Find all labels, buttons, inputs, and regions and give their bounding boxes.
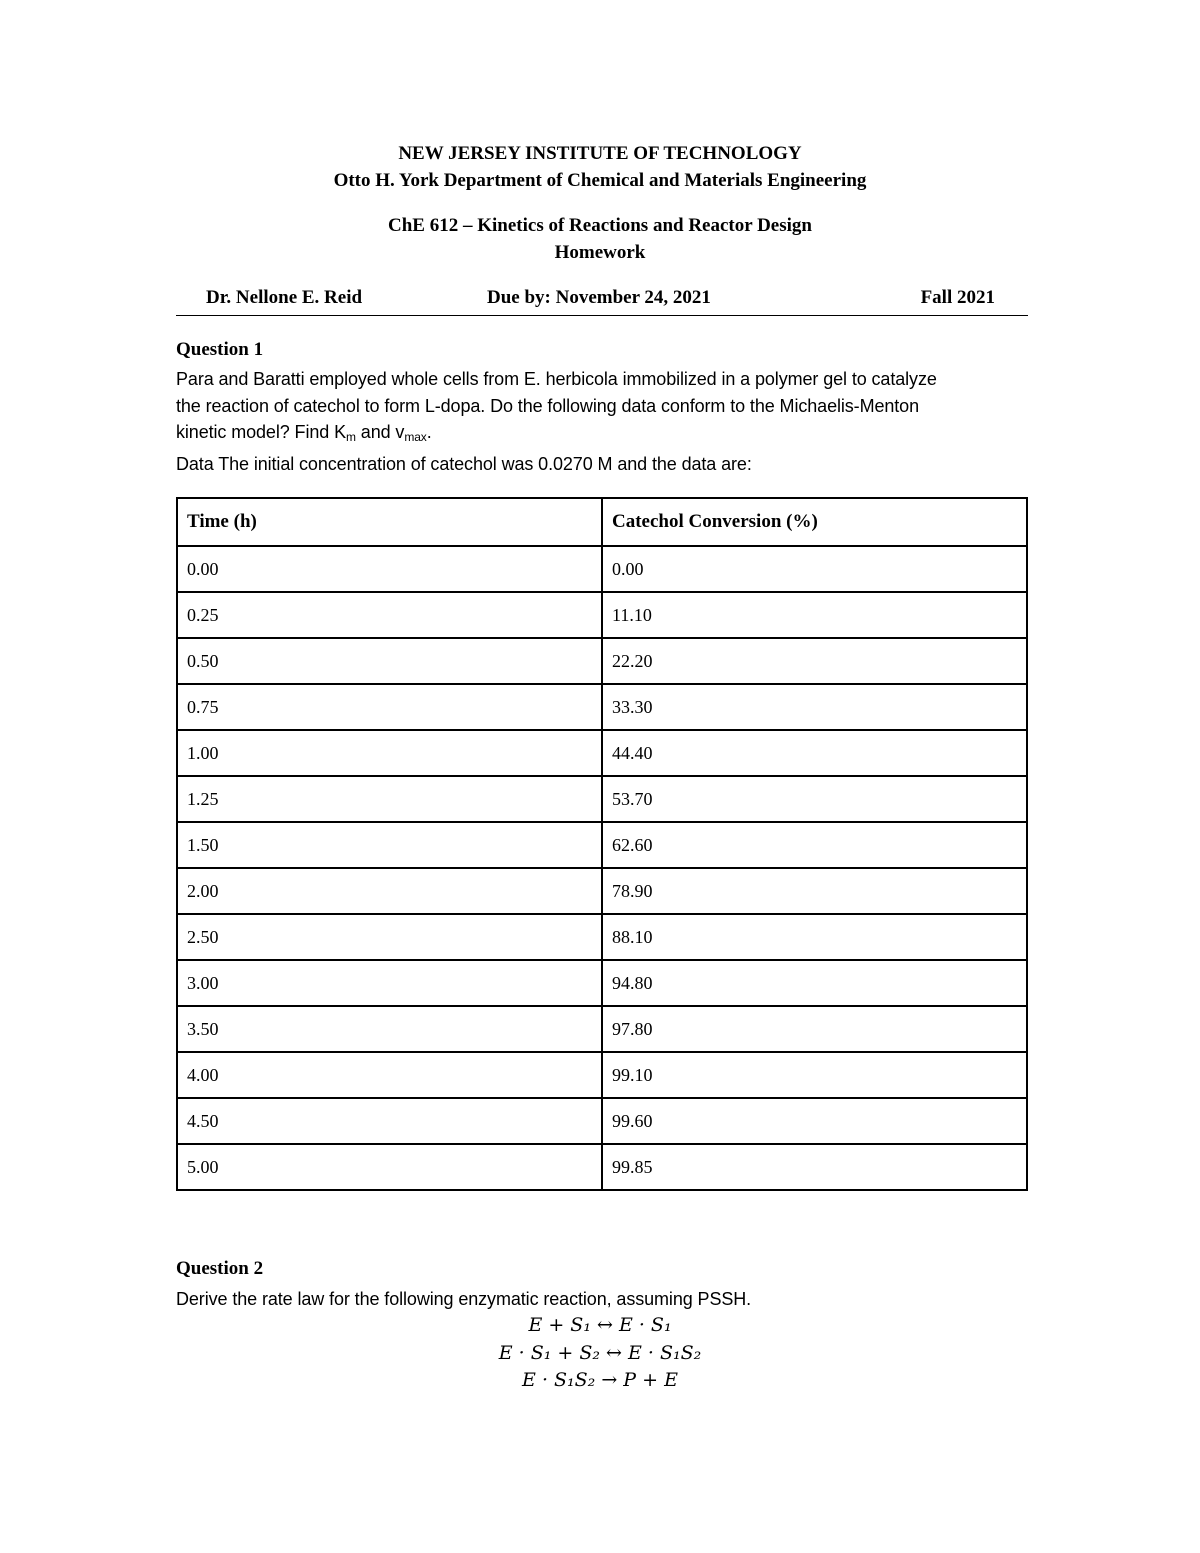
conversion-cell: 88.10 xyxy=(602,914,1027,960)
table-row xyxy=(177,822,1027,868)
time-cell: 0.25 xyxy=(177,592,602,638)
equation-1: E + S₁ ↔ E · S₁ xyxy=(528,1314,672,1336)
question-2-title: Question 2 xyxy=(176,1258,264,1279)
institution-title: NEW JERSEY INSTITUTE OF TECHNOLOGY xyxy=(398,143,802,164)
time-cell: 2.50 xyxy=(177,914,602,960)
table-row xyxy=(177,1098,1027,1144)
table-row xyxy=(177,638,1027,684)
conversion-cell: 99.85 xyxy=(602,1144,1027,1190)
conversion-cell: 97.80 xyxy=(602,1006,1027,1052)
table-row xyxy=(177,730,1027,776)
time-cell: 0.50 xyxy=(177,638,602,684)
time-cell: 1.00 xyxy=(177,730,602,776)
time-cell: 4.50 xyxy=(177,1098,602,1144)
question-1-line-3: kinetic model? Find $K_m$ and $v_{max}$. xyxy=(176,422,432,444)
table-row xyxy=(177,914,1027,960)
table-row xyxy=(177,684,1027,730)
time-cell: 2.00 xyxy=(177,868,602,914)
table-header-time: Time (h) xyxy=(177,498,602,546)
due-date: Due by: November 24, 2021 xyxy=(487,287,711,308)
time-cell: 1.25 xyxy=(177,776,602,822)
conversion-cell: 78.90 xyxy=(602,868,1027,914)
table-header-conversion: Catechol Conversion (%) xyxy=(602,498,1027,546)
instructor-name: Dr. Nellone E. Reid xyxy=(206,287,363,308)
time-cell: 4.00 xyxy=(177,1052,602,1098)
header-info-row xyxy=(176,287,1028,316)
time-cell: 5.00 xyxy=(177,1144,602,1190)
time-cell: 0.00 xyxy=(177,546,602,592)
time-cell: 0.75 xyxy=(177,684,602,730)
conversion-cell: 94.80 xyxy=(602,960,1027,1006)
table-header-row xyxy=(177,498,1027,546)
conversion-cell: 99.60 xyxy=(602,1098,1027,1144)
time-cell: 3.50 xyxy=(177,1006,602,1052)
table-row xyxy=(177,776,1027,822)
km-subscript: m xyxy=(345,430,356,444)
conversion-cell: 53.70 xyxy=(602,776,1027,822)
table-row xyxy=(177,1052,1027,1098)
conversion-cell: 22.20 xyxy=(602,638,1027,684)
question-1-title: Question 1 xyxy=(176,339,264,360)
table-row xyxy=(177,960,1027,1006)
equation-3: E · S₁S₂ → P + E xyxy=(522,1369,678,1391)
conversion-data-table xyxy=(176,497,1028,1191)
conversion-cell: 33.30 xyxy=(602,684,1027,730)
course-title: ChE 612 – Kinetics of Reactions and Reactor Design xyxy=(388,215,812,236)
question-1-body xyxy=(176,366,1036,477)
table-row xyxy=(177,1006,1027,1052)
time-cell: 3.00 xyxy=(177,960,602,1006)
vmax-subscript: max xyxy=(404,430,427,444)
department-title: Otto H. York Department of Chemical and Materials Engineering xyxy=(333,170,867,191)
conversion-cell: 11.10 xyxy=(602,592,1027,638)
conversion-cell: 62.60 xyxy=(602,822,1027,868)
table-row xyxy=(177,868,1027,914)
assignment-title: Homework xyxy=(554,242,646,263)
question-2-text: Derive the rate law for the following enzymatic reaction, assuming PSSH. xyxy=(176,1289,752,1309)
equation-2: E · S₁ + S₂ ↔ E · S₁S₂ xyxy=(498,1342,702,1364)
table-row xyxy=(177,546,1027,592)
conversion-cell: 44.40 xyxy=(602,730,1027,776)
question-1-line-1: Para and Baratti employed whole cells from E. herbicola immobilized in a polymer gel to catalyze xyxy=(176,369,937,389)
time-cell: 1.50 xyxy=(177,822,602,868)
table-row xyxy=(177,592,1027,638)
question-1-line-2: the reaction of catechol to form L-dopa. Do the following data conform to the Michaelis-Menton xyxy=(176,395,920,416)
conversion-cell: 99.10 xyxy=(602,1052,1027,1098)
question-1-line-4: Data The initial concentration of catechol was 0.0270 M and the data are: xyxy=(176,453,752,474)
term: Fall 2021 xyxy=(920,287,995,308)
table-row xyxy=(177,1144,1027,1190)
conversion-cell: 0.00 xyxy=(602,546,1027,592)
